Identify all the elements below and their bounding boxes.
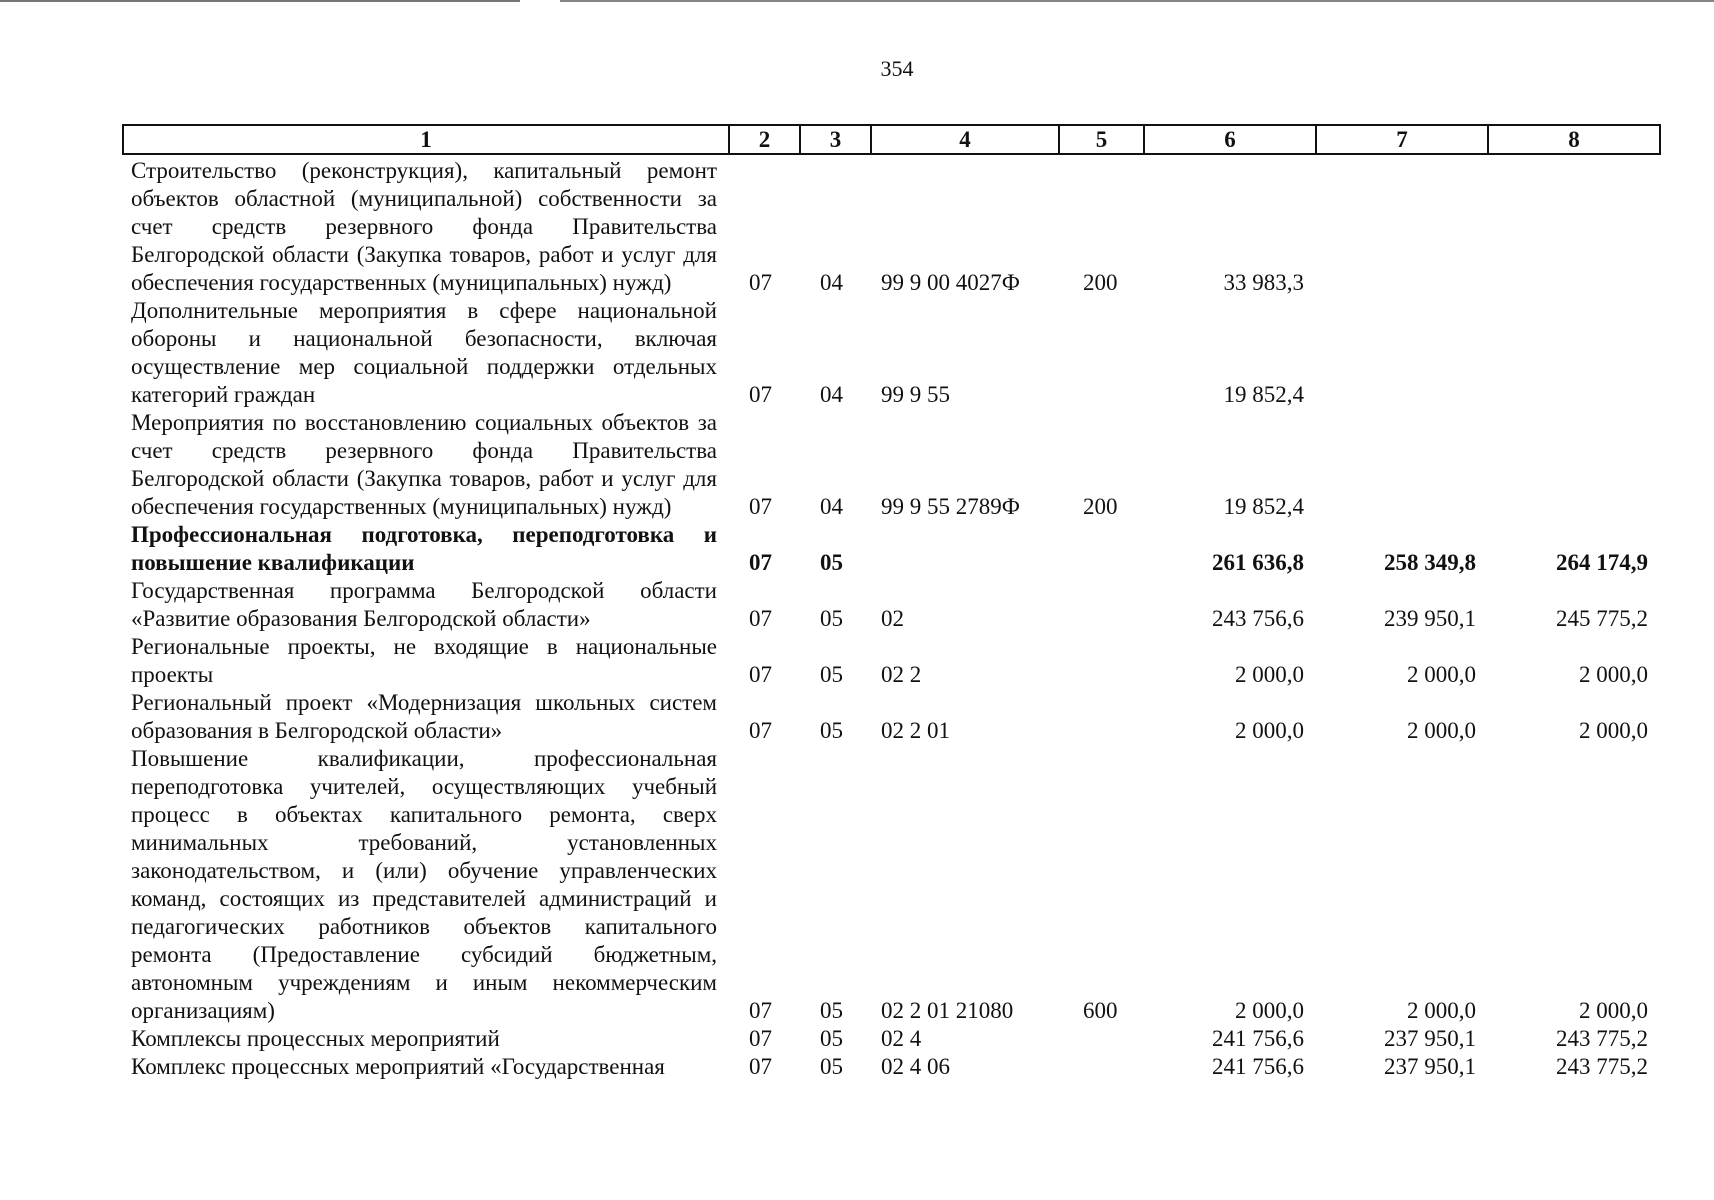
row-name: Строительство (реконструкция), капитальный ремонт объектов областной (муниципальной) собственности за счет средств резервного фонда Правительства Белгородской области (Закупка товаров, работ и услуг для обеспечения государственных (муниципальных) нужд) <box>131 158 717 295</box>
row-name: Региональный проект «Модернизация школьных систем образования в Белгородской области» <box>131 690 717 743</box>
row-expense-type: 200 <box>1083 270 1118 295</box>
row-expense-type <box>1059 521 1144 577</box>
row-amount-col7 <box>1316 297 1488 409</box>
row-amount-col7 <box>1316 409 1488 521</box>
row-amount-col6: 2 000,0 <box>1235 998 1304 1023</box>
row-target-code: 02 2 01 21080 <box>881 998 1014 1023</box>
row-target-code: 02 4 06 <box>881 1054 950 1079</box>
header-col-7: 7 <box>1316 125 1488 154</box>
row-amount-col6: 33 983,3 <box>1223 270 1304 295</box>
row-section: 07 <box>749 662 772 687</box>
row-amount-col7: 239 950,1 <box>1384 606 1476 631</box>
row-amount-col7: 237 950,1 <box>1384 1054 1476 1079</box>
row-subsection: 04 <box>820 494 843 519</box>
header-col-6: 6 <box>1144 125 1316 154</box>
row-amount-col8: 243 775,2 <box>1556 1054 1648 1079</box>
row-section: 07 <box>749 550 772 575</box>
table-row <box>123 154 1660 297</box>
row-amount-col6: 241 756,6 <box>1212 1054 1304 1079</box>
row-target-code: 99 9 55 2789Ф <box>881 494 1020 519</box>
row-amount-col6: 19 852,4 <box>1223 494 1304 519</box>
row-amount-col7: 258 349,8 <box>1384 550 1476 575</box>
row-expense-type <box>1059 689 1144 745</box>
table-row <box>123 745 1660 1025</box>
row-subsection: 05 <box>820 550 843 575</box>
row-name: Дополнительные мероприятия в сфере национальной обороны и национальной безопасности, включая осуществление мер социальной поддержки отдельных категорий граждан <box>131 298 717 407</box>
row-amount-col7: 2 000,0 <box>1407 718 1476 743</box>
row-subsection: 04 <box>820 270 843 295</box>
row-target-code: 02 2 01 <box>881 718 950 743</box>
row-section: 07 <box>749 606 772 631</box>
table-row-section-total <box>123 521 1660 577</box>
row-name: Мероприятия по восстановлению социальных объектов за счет средств резервного фонда Правительства Белгородской области (Закупка товаров, работ и услуг для обеспечения государственных (муниципальных) нужд) <box>131 410 717 519</box>
row-target-code: 02 <box>881 606 904 631</box>
row-expense-type <box>1059 1053 1144 1081</box>
row-section: 07 <box>749 382 772 407</box>
row-target-code <box>871 521 1059 577</box>
row-subsection: 05 <box>820 718 843 743</box>
row-amount-col8: 2 000,0 <box>1579 998 1648 1023</box>
table-row <box>123 1025 1660 1053</box>
row-section: 07 <box>749 998 772 1023</box>
row-subsection: 05 <box>820 1054 843 1079</box>
table-row <box>123 1053 1660 1081</box>
table-row <box>123 633 1660 689</box>
header-col-2: 2 <box>729 125 800 154</box>
row-amount-col7 <box>1316 154 1488 297</box>
row-expense-type: 600 <box>1083 998 1118 1023</box>
row-section: 07 <box>749 270 772 295</box>
row-amount-col7: 237 950,1 <box>1384 1026 1476 1051</box>
row-expense-type <box>1059 1025 1144 1053</box>
row-amount-col8: 2 000,0 <box>1579 662 1648 687</box>
row-section: 07 <box>749 1054 772 1079</box>
scan-edge-line <box>0 0 1714 2</box>
table-row <box>123 297 1660 409</box>
row-amount-col8: 2 000,0 <box>1579 718 1648 743</box>
header-col-4: 4 <box>871 125 1059 154</box>
row-subsection: 04 <box>820 382 843 407</box>
row-amount-col8: 245 775,2 <box>1556 606 1648 631</box>
row-subsection: 05 <box>820 1026 843 1051</box>
row-expense-type <box>1059 297 1144 409</box>
row-amount-col8: 264 174,9 <box>1556 550 1648 575</box>
row-amount-col8 <box>1488 154 1660 297</box>
row-expense-type <box>1059 633 1144 689</box>
table-row <box>123 577 1660 633</box>
row-expense-type: 200 <box>1083 494 1118 519</box>
row-amount-col7: 2 000,0 <box>1407 662 1476 687</box>
row-amount-col6: 2 000,0 <box>1235 662 1304 687</box>
row-name: Комплекс процессных мероприятий «Государственная <box>131 1054 665 1079</box>
header-row <box>123 125 1660 154</box>
row-target-code: 99 9 55 <box>881 382 950 407</box>
row-subsection: 05 <box>820 998 843 1023</box>
row-name: Профессиональная подготовка, переподготовка и повышение квалификации <box>131 522 717 575</box>
row-name: Региональные проекты, не входящие в национальные проекты <box>131 634 717 687</box>
row-amount-col6: 243 756,6 <box>1212 606 1304 631</box>
row-subsection: 05 <box>820 606 843 631</box>
table-row <box>123 689 1660 745</box>
row-amount-col6: 2 000,0 <box>1235 718 1304 743</box>
row-amount-col6: 241 756,6 <box>1212 1026 1304 1051</box>
row-section: 07 <box>749 718 772 743</box>
row-name: Комплексы процессных мероприятий <box>131 1026 500 1051</box>
header-col-5: 5 <box>1059 125 1144 154</box>
row-amount-col8 <box>1488 297 1660 409</box>
row-name: Государственная программа Белгородской области «Развитие образования Белгородской области» <box>131 578 717 631</box>
row-target-code: 02 4 <box>881 1026 922 1051</box>
page-number: 354 <box>880 56 914 81</box>
row-subsection: 05 <box>820 662 843 687</box>
row-expense-type <box>1059 577 1144 633</box>
row-section: 07 <box>749 494 772 519</box>
header-col-1: 1 <box>123 125 729 154</box>
row-target-code: 99 9 00 4027Ф <box>881 270 1020 295</box>
row-target-code: 02 2 <box>881 662 922 687</box>
table-row <box>123 409 1660 521</box>
row-amount-col8: 243 775,2 <box>1556 1026 1648 1051</box>
budget-table <box>122 124 1661 1081</box>
header-col-8: 8 <box>1488 125 1660 154</box>
row-amount-col7: 2 000,0 <box>1407 998 1476 1023</box>
row-amount-col8 <box>1488 409 1660 521</box>
row-name: Повышение квалификации, профессиональная переподготовка учителей, осуществляющих учебный процесс в объектах капитального ремонта, сверх минимальных требований, установленных законодательством, и (или) обучение управленческих команд, состоящих из представителей администраций и педагогических работников объектов капитального ремонта (Предоставление субсидий бюджетным, автономным учреждениям и иным некоммерческим организациям) <box>131 746 717 1023</box>
row-amount-col6: 261 636,8 <box>1212 550 1304 575</box>
row-section: 07 <box>749 1026 772 1051</box>
header-col-3: 3 <box>800 125 871 154</box>
row-amount-col6: 19 852,4 <box>1223 382 1304 407</box>
